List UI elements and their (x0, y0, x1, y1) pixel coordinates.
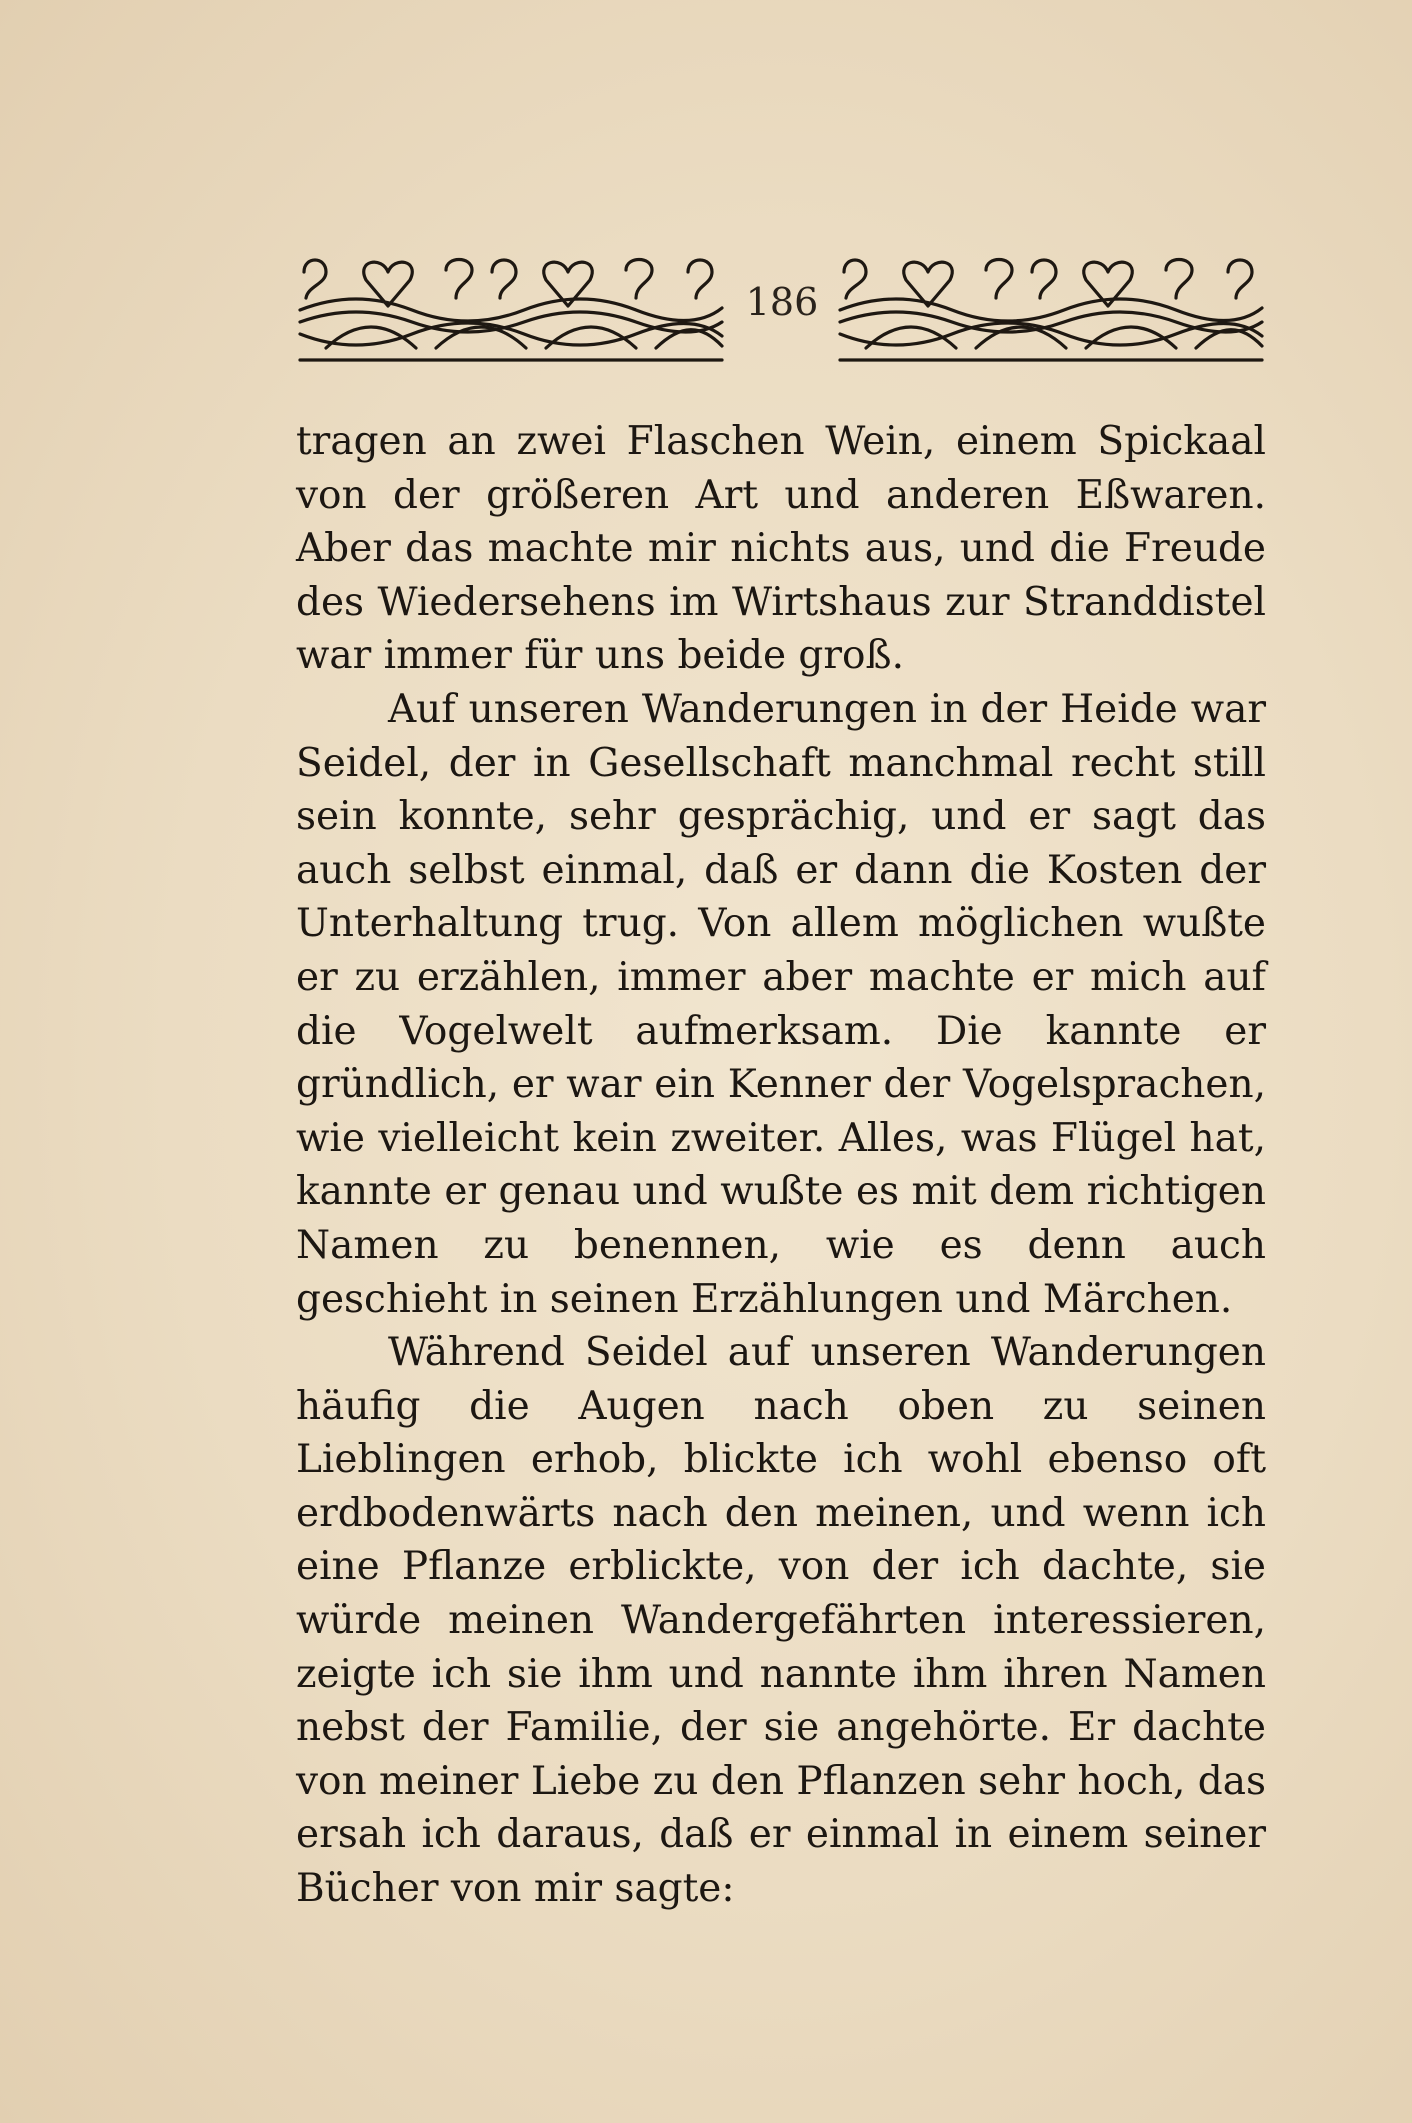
paragraph-3: Während Seidel auf unseren Wanderungen häufig die Augen nach oben zu seinen Lieblingen erhob, blickte ich wohl ebenso oft erdbodenwärts nach den meinen, und wenn ich eine Pflanze erblickte, von der ich dachte, sie würde meinen Wandergefährten interessieren, zeigte ich sie ihm und nannte ihm ihren Namen nebst der Familie, der sie angehörte. Er dachte von meiner Liebe zu den Pflanzen sehr hoch, das ersah ich daraus, daß er einmal in einem seiner Bücher von mir sagte: (296, 1330, 1266, 1912)
ornament-border-right (836, 250, 1266, 365)
paragraph-1: tragen an zwei Flaschen Wein, einem Spickaal von der größeren Art und anderen Eßwaren. Aber das machte mir nichts aus, und die Freude des Wiedersehens im Wirtshaus zur Stranddistel war immer für uns beide groß. (296, 419, 1266, 679)
page-number: 186 (745, 280, 819, 324)
page-header (296, 250, 1266, 365)
body-text (296, 415, 1266, 1916)
ornament-border-left (296, 250, 726, 365)
paragraph-2: Auf unseren Wanderungen in der Heide war Seidel, der in Gesellschaft manchmal recht still sein konnte, sehr gesprächig, und er sagt das auch selbst einmal, daß er dann die Kosten der Unterhaltung trug. Von allem möglichen wußte er zu erzählen, immer aber machte er mich auf die Vogelwelt aufmerksam. Die kannte er gründlich, er war ein Kenner der Vogelsprachen, wie vielleicht kein zweiter. Alles, was Flügel hat, kannte er genau und wußte es mit dem richtigen Namen zu benennen, wie es denn auch geschieht in seinen Erzählungen und Märchen. (296, 686, 1266, 1322)
